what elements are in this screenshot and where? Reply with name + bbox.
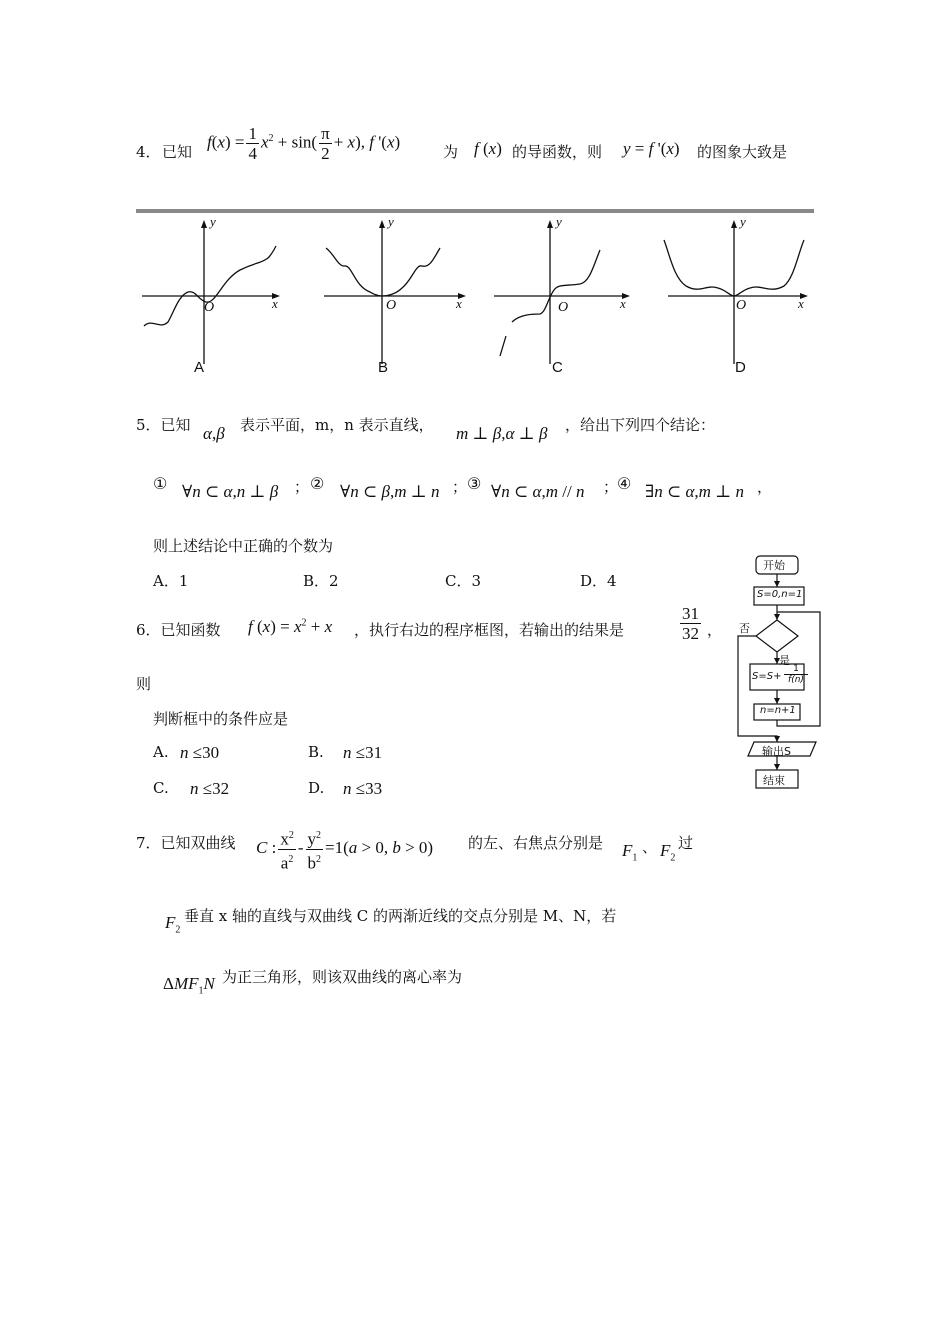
divider-rule — [136, 209, 814, 213]
q7-text1: 的左、右焦点分别是 — [468, 834, 604, 852]
q6-number: 6．已知函数 — [136, 621, 221, 639]
q7-text3: 过 — [678, 834, 694, 852]
q7-text2: 、 — [642, 838, 658, 856]
q7-f2: $F_2$ — [660, 841, 676, 864]
q4-y-formula: y = f '(x) — [623, 139, 680, 158]
q6-comma: ， — [707, 621, 723, 639]
graph-a-x-label: x — [272, 296, 278, 311]
flowchart-yes: 是 — [779, 654, 790, 667]
q5-sep2: ； — [452, 478, 468, 496]
q6-option-b: n ≤31 — [343, 743, 383, 762]
q5-text2: ，给出下列四个结论： — [565, 416, 716, 434]
q6-option-d: n ≤33 — [343, 779, 383, 798]
flowchart-init: S=0,n=1 — [757, 589, 803, 600]
q7-line3: 为正三角形，则该双曲线的离心率为 — [222, 968, 463, 986]
flowchart-update-frac — [784, 664, 808, 685]
q5-c1-mark: ① — [153, 474, 168, 493]
q6-option-d-label: D. — [308, 779, 325, 797]
q4-prefix: 已知 — [162, 143, 193, 161]
q5-planes: α,β — [203, 424, 225, 443]
graph-a-y-label: y — [210, 214, 216, 229]
q4-mid: 为 — [443, 143, 459, 161]
q6-option-a: n ≤30 — [180, 743, 220, 762]
q5-option-c: C．3 — [445, 572, 482, 590]
q5-c3-mark: ③ — [467, 474, 482, 493]
q5-option-b: B．2 — [303, 572, 339, 590]
q5-sep3: ； — [603, 478, 619, 496]
q6-result-fraction — [678, 604, 703, 643]
graph-d-origin: O — [736, 298, 747, 313]
flowchart-update: S=S+ — [752, 671, 782, 682]
q5-number: 5．已知 — [136, 416, 191, 434]
q6-frac-num: 31 — [682, 604, 699, 623]
q5-c2-mark: ② — [310, 474, 325, 493]
q5-option-a: A．1 — [153, 572, 189, 590]
q5-text1: 表示平面，m，n 表示直线， — [240, 416, 434, 434]
q6-option-c-label: C. — [153, 779, 169, 797]
graph-b-x-label: x — [456, 296, 462, 311]
graph-c — [494, 224, 626, 364]
q6-line3: 判断框中的条件应是 — [153, 710, 289, 728]
graph-a-caption: A — [194, 359, 205, 376]
graph-c-x-label: x — [620, 296, 626, 311]
q6-frac-den: 32 — [682, 624, 699, 643]
q5-condition: m ⊥ β,α ⊥ β — [456, 424, 548, 443]
q6-option-c: n ≤32 — [190, 779, 230, 798]
flowchart-end: 结束 — [763, 774, 785, 787]
q4-suffix: 的图象大致是 — [697, 143, 788, 161]
q5-c1-formula: ∀n ⊂ α,n ⊥ β — [182, 482, 279, 501]
graph-b-y-label: y — [388, 214, 394, 229]
q6-option-a-label: A. — [153, 743, 169, 761]
q4-number: 4． — [136, 143, 161, 161]
graph-a-origin: O — [204, 300, 215, 315]
graph-c-origin: O — [558, 300, 569, 315]
q7-number: 7．已知双曲线 — [136, 834, 236, 852]
graph-c-y-label: y — [556, 214, 562, 229]
flowchart-frac-den: f(n) — [788, 675, 804, 685]
graph-d — [664, 224, 804, 364]
q6-line2: 则 — [136, 675, 152, 693]
q5-end: ， — [757, 478, 773, 496]
q4-graphs — [130, 214, 820, 384]
q4-fx: f (x) — [474, 139, 502, 158]
graph-d-caption: D — [735, 359, 746, 376]
q5-c4-formula: ∃n ⊂ α,m ⊥ n — [645, 482, 744, 501]
q4-derivative-text: 的导函数，则 — [512, 143, 603, 161]
graph-b-origin: O — [386, 298, 397, 313]
q7-f1: $F_1$ — [622, 841, 638, 864]
q6-option-b-label: B. — [308, 743, 324, 761]
graph-d-x-label: x — [798, 296, 804, 311]
q7-equation: C : $\frac{x^2}{a^2}$ - $\frac{y^2}{b^2}$ =1(a > 0, b > 0) — [256, 826, 433, 872]
q7-triangle: $\Delta MF_1N$ — [163, 974, 215, 997]
graph-a — [142, 224, 276, 364]
graph-c-caption: C — [552, 359, 563, 376]
q4-formula: f(x) = $\frac{1}{4}$ $x^2 + \sin$( $\frac{\pi}{2}$ + x), f '(x) — [207, 124, 401, 163]
graph-b-caption: B — [378, 359, 389, 376]
flowchart-frac-num: 1 — [784, 664, 808, 675]
q6-text1: ，执行右边的程序框图，若输出的结果是 — [354, 621, 625, 639]
graph-d-y-label: y — [740, 214, 746, 229]
q7-line2: 垂直 x 轴的直线与双曲线 C 的两渐近线的交点分别是 M、N，若 — [184, 907, 617, 925]
flowchart-incr: n=n+1 — [760, 705, 796, 716]
flowchart-no: 否 — [739, 622, 750, 635]
q7-f2-line2: $F_2$ — [165, 913, 181, 936]
q6-function: f $(x) = x^2 + x$ — [248, 617, 333, 636]
q5-option-d: D．4 — [580, 572, 617, 590]
q5-question: 则上述结论中正确的个数为 — [153, 537, 334, 555]
q5-sep1: ； — [294, 478, 310, 496]
graph-b — [324, 224, 462, 364]
q5-c3-formula: ∀n ⊂ α,m // n — [491, 482, 585, 501]
q5-c4-mark: ④ — [617, 474, 632, 493]
q5-c2-formula: ∀n ⊂ β,m ⊥ n — [340, 482, 440, 501]
flowchart-start: 开始 — [763, 559, 785, 572]
flowchart-output: 输出S — [762, 745, 791, 758]
